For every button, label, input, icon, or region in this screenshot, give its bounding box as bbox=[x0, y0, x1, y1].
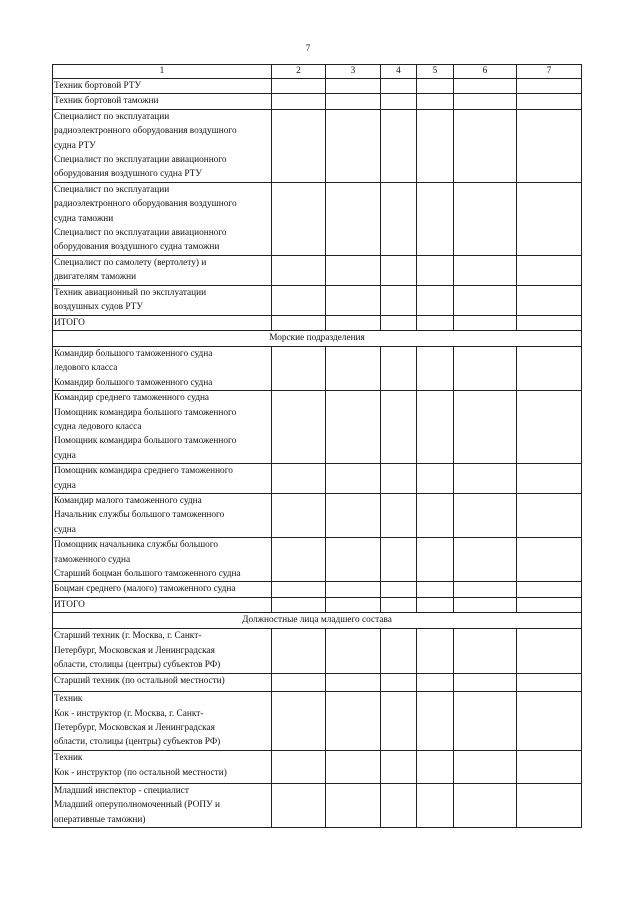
value-cell[interactable] bbox=[381, 109, 417, 182]
value-cell[interactable] bbox=[381, 391, 417, 464]
position-title-cell bbox=[53, 674, 272, 692]
value-cell[interactable] bbox=[454, 182, 517, 255]
position-title-line: области, столицы (центры) субъектов РФ) bbox=[54, 737, 221, 748]
value-cell[interactable] bbox=[326, 692, 381, 751]
value-cell[interactable] bbox=[454, 79, 517, 94]
value-cell[interactable] bbox=[381, 582, 417, 597]
position-title-line: двигателям таможни bbox=[54, 272, 137, 283]
position-title-cell bbox=[53, 109, 272, 182]
position-title-line: Специалист по эксплуатации авиационного bbox=[54, 155, 227, 166]
position-title-line: Боцман среднего (малого) таможенного судна bbox=[54, 584, 236, 595]
table-row bbox=[53, 182, 582, 255]
column-header: 7 bbox=[517, 65, 582, 79]
value-cell[interactable] bbox=[417, 464, 454, 494]
value-cell[interactable] bbox=[417, 692, 454, 751]
position-title-cell bbox=[53, 346, 272, 390]
position-title-line: Командир малого таможенного судна bbox=[54, 495, 202, 506]
table-row bbox=[53, 783, 582, 827]
value-cell[interactable] bbox=[326, 255, 381, 285]
value-cell[interactable] bbox=[517, 629, 582, 674]
value-cell[interactable] bbox=[517, 391, 582, 464]
position-title-cell bbox=[53, 493, 272, 537]
position-title-cell bbox=[53, 94, 272, 109]
value-cell[interactable] bbox=[517, 346, 582, 390]
value-cell[interactable] bbox=[454, 538, 517, 582]
value-cell[interactable] bbox=[272, 597, 326, 612]
position-title-line: Командир среднего таможенного судна bbox=[54, 393, 210, 404]
value-cell[interactable] bbox=[417, 285, 454, 315]
position-title-line: Техник бортовой РТУ bbox=[54, 81, 142, 91]
column-header: 3 bbox=[326, 65, 381, 79]
value-cell[interactable] bbox=[417, 109, 454, 182]
value-cell[interactable] bbox=[454, 582, 517, 597]
value-cell[interactable] bbox=[272, 692, 326, 751]
staff-table bbox=[52, 64, 582, 828]
value-cell[interactable] bbox=[517, 79, 582, 94]
position-title-cell bbox=[53, 464, 272, 494]
table-row bbox=[53, 538, 582, 582]
section-title: Должностные лица младшего состава bbox=[53, 613, 582, 629]
value-cell[interactable] bbox=[381, 493, 417, 537]
position-title-line: Кок - инструктор (г. Москва, г. Санкт- bbox=[54, 708, 204, 719]
value-cell[interactable] bbox=[454, 597, 517, 612]
value-cell[interactable] bbox=[326, 391, 381, 464]
value-cell[interactable] bbox=[417, 597, 454, 612]
value-cell[interactable] bbox=[454, 629, 517, 674]
position-title-cell bbox=[53, 315, 272, 330]
position-title-cell bbox=[53, 391, 272, 464]
position-title-line: Техник авиационный по эксплуатации bbox=[54, 287, 207, 298]
value-cell[interactable] bbox=[454, 346, 517, 390]
position-title-line: Помощник начальника службы большого bbox=[54, 540, 219, 551]
position-title-line: радиоэлектронного оборудования воздушного bbox=[54, 126, 237, 137]
position-title-line: Командир большого таможенного судна bbox=[54, 348, 213, 359]
value-cell[interactable] bbox=[381, 783, 417, 827]
column-header: 2 bbox=[272, 65, 326, 79]
position-title-cell bbox=[53, 692, 272, 751]
value-cell[interactable] bbox=[454, 464, 517, 494]
table-row bbox=[53, 285, 582, 315]
value-cell[interactable] bbox=[272, 315, 326, 330]
position-title-line: области, столицы (центры) субъектов РФ) bbox=[54, 660, 221, 671]
position-title-line: Техник бортовой таможни bbox=[54, 96, 159, 107]
position-title-line: Командир большого таможенного судна bbox=[54, 377, 213, 388]
position-title-line: Техник bbox=[54, 752, 83, 763]
position-title-line: Старший техник (по остальной местности) bbox=[54, 676, 225, 687]
position-title-line: таможенного судна bbox=[54, 554, 131, 565]
position-title-line: Старший боцман большого таможенного судна bbox=[54, 569, 241, 579]
value-cell[interactable] bbox=[326, 79, 381, 94]
position-title-line: оперативные таможни) bbox=[54, 814, 146, 825]
table-row bbox=[53, 391, 582, 464]
position-title-line: Кок - инструктор (по остальной местности) bbox=[54, 768, 227, 779]
value-cell[interactable] bbox=[417, 315, 454, 330]
position-title-line: Специалист по эксплуатации bbox=[54, 111, 170, 122]
position-title-cell bbox=[53, 79, 272, 94]
column-header: 1 bbox=[53, 65, 272, 79]
value-cell[interactable] bbox=[326, 538, 381, 582]
column-header: 5 bbox=[417, 65, 454, 79]
section-row bbox=[53, 613, 582, 629]
position-title-line: Петербург, Московская и Ленинградская bbox=[54, 723, 215, 734]
value-cell[interactable] bbox=[417, 629, 454, 674]
value-cell[interactable] bbox=[272, 464, 326, 494]
position-title-line: Петербург, Московская и Ленинградская bbox=[54, 645, 215, 656]
position-title-cell bbox=[53, 182, 272, 255]
value-cell[interactable] bbox=[381, 79, 417, 94]
value-cell[interactable] bbox=[381, 692, 417, 751]
position-title-line: судна bbox=[54, 450, 76, 461]
position-title-line: Старший техник (г. Москва, г. Санкт- bbox=[54, 631, 202, 642]
value-cell[interactable] bbox=[517, 315, 582, 330]
column-header-row bbox=[53, 65, 582, 79]
value-cell[interactable] bbox=[326, 750, 381, 783]
value-cell[interactable] bbox=[454, 783, 517, 827]
value-cell[interactable] bbox=[326, 783, 381, 827]
value-cell[interactable] bbox=[517, 285, 582, 315]
value-cell[interactable] bbox=[454, 315, 517, 330]
value-cell[interactable] bbox=[381, 538, 417, 582]
table-row bbox=[53, 464, 582, 494]
position-title-cell bbox=[53, 538, 272, 582]
position-title-line: судна bbox=[54, 480, 76, 491]
value-cell[interactable] bbox=[517, 538, 582, 582]
value-cell[interactable] bbox=[517, 94, 582, 109]
value-cell[interactable] bbox=[454, 750, 517, 783]
value-cell[interactable] bbox=[326, 582, 381, 597]
value-cell[interactable] bbox=[272, 538, 326, 582]
table-row bbox=[53, 346, 582, 390]
value-cell[interactable] bbox=[272, 94, 326, 109]
table-row bbox=[53, 94, 582, 109]
position-title-line: Специалист по эксплуатации авиационного bbox=[54, 228, 227, 239]
value-cell[interactable] bbox=[381, 464, 417, 494]
position-title-line: судна bbox=[54, 524, 76, 535]
value-cell[interactable] bbox=[517, 692, 582, 751]
position-title-line: Помощник командира большого таможенного bbox=[54, 407, 237, 418]
value-cell[interactable] bbox=[381, 346, 417, 390]
position-title-line: Младший оперуполномоченный (РОПУ и bbox=[54, 800, 220, 811]
value-cell[interactable] bbox=[417, 391, 454, 464]
value-cell[interactable] bbox=[272, 79, 326, 94]
position-title-cell bbox=[53, 285, 272, 315]
value-cell[interactable] bbox=[272, 629, 326, 674]
value-cell[interactable] bbox=[417, 538, 454, 582]
value-cell[interactable] bbox=[381, 285, 417, 315]
position-title-line: ледового класса bbox=[54, 363, 118, 374]
value-cell[interactable] bbox=[272, 346, 326, 390]
value-cell[interactable] bbox=[454, 692, 517, 751]
position-title-line: оборудования воздушного судна таможни bbox=[54, 242, 220, 253]
value-cell[interactable] bbox=[381, 629, 417, 674]
value-cell[interactable] bbox=[381, 750, 417, 783]
section-title: Морские подразделения bbox=[53, 330, 582, 346]
column-header: 4 bbox=[381, 65, 417, 79]
value-cell[interactable] bbox=[272, 109, 326, 182]
value-cell[interactable] bbox=[517, 464, 582, 494]
value-cell[interactable] bbox=[326, 285, 381, 315]
value-cell[interactable] bbox=[381, 182, 417, 255]
table-row bbox=[53, 493, 582, 537]
value-cell[interactable] bbox=[326, 464, 381, 494]
value-cell[interactable] bbox=[326, 346, 381, 390]
table-row bbox=[53, 597, 582, 612]
value-cell[interactable] bbox=[454, 674, 517, 692]
value-cell[interactable] bbox=[326, 94, 381, 109]
value-cell[interactable] bbox=[417, 255, 454, 285]
table-row bbox=[53, 255, 582, 285]
value-cell[interactable] bbox=[381, 674, 417, 692]
position-title-line: Начальник службы большого таможенного bbox=[54, 510, 225, 521]
value-cell[interactable] bbox=[326, 315, 381, 330]
value-cell[interactable] bbox=[272, 255, 326, 285]
value-cell[interactable] bbox=[381, 94, 417, 109]
position-title-line: ИТОГО bbox=[54, 599, 85, 610]
value-cell[interactable] bbox=[417, 674, 454, 692]
value-cell[interactable] bbox=[517, 582, 582, 597]
value-cell[interactable] bbox=[454, 94, 517, 109]
position-title-line: Помощник командира среднего таможенного bbox=[54, 466, 233, 477]
column-header: 6 bbox=[454, 65, 517, 79]
value-cell[interactable] bbox=[272, 285, 326, 315]
table-row bbox=[53, 315, 582, 330]
position-title-line: радиоэлектронного оборудования воздушного bbox=[54, 199, 237, 210]
position-title-cell bbox=[53, 629, 272, 674]
value-cell[interactable] bbox=[326, 493, 381, 537]
value-cell[interactable] bbox=[381, 255, 417, 285]
value-cell[interactable] bbox=[454, 109, 517, 182]
value-cell[interactable] bbox=[381, 597, 417, 612]
value-cell[interactable] bbox=[417, 783, 454, 827]
value-cell[interactable] bbox=[381, 315, 417, 330]
value-cell[interactable] bbox=[517, 597, 582, 612]
value-cell[interactable] bbox=[272, 750, 326, 783]
value-cell[interactable] bbox=[272, 182, 326, 255]
position-title-cell bbox=[53, 582, 272, 597]
staff-table-body bbox=[53, 65, 582, 828]
value-cell[interactable] bbox=[326, 629, 381, 674]
position-title-line: судна РТУ bbox=[54, 140, 96, 151]
position-title-cell bbox=[53, 750, 272, 783]
value-cell[interactable] bbox=[417, 750, 454, 783]
value-cell[interactable] bbox=[272, 674, 326, 692]
value-cell[interactable] bbox=[272, 783, 326, 827]
position-title-line: Младший инспектор - специалист bbox=[54, 785, 189, 796]
value-cell[interactable] bbox=[272, 391, 326, 464]
value-cell[interactable] bbox=[517, 783, 582, 827]
value-cell[interactable] bbox=[417, 94, 454, 109]
value-cell[interactable] bbox=[326, 674, 381, 692]
position-title-cell bbox=[53, 597, 272, 612]
position-title-line: судна таможни bbox=[54, 213, 114, 224]
table-row bbox=[53, 582, 582, 597]
value-cell[interactable] bbox=[454, 493, 517, 537]
page-number: 7 bbox=[305, 43, 311, 53]
table-row bbox=[53, 79, 582, 94]
value-cell[interactable] bbox=[417, 493, 454, 537]
position-title-line: Помощник командира большого таможенного bbox=[54, 436, 237, 447]
position-title-line: судна ледового класса bbox=[54, 421, 142, 432]
value-cell[interactable] bbox=[454, 285, 517, 315]
value-cell[interactable] bbox=[517, 750, 582, 783]
position-title-line: ИТОГО bbox=[54, 317, 85, 328]
value-cell[interactable] bbox=[517, 255, 582, 285]
value-cell[interactable] bbox=[272, 582, 326, 597]
value-cell[interactable] bbox=[517, 182, 582, 255]
table-row bbox=[53, 692, 582, 751]
table-row bbox=[53, 109, 582, 182]
position-title-cell bbox=[53, 255, 272, 285]
value-cell[interactable] bbox=[417, 79, 454, 94]
position-title-line: Специалист по эксплуатации bbox=[54, 184, 170, 195]
value-cell[interactable] bbox=[517, 493, 582, 537]
section-row bbox=[53, 330, 582, 346]
position-title-line: оборудования воздушного судна РТУ bbox=[54, 169, 202, 180]
value-cell[interactable] bbox=[454, 391, 517, 464]
value-cell[interactable] bbox=[326, 182, 381, 255]
value-cell[interactable] bbox=[417, 582, 454, 597]
position-title-line: Техник bbox=[54, 694, 83, 705]
value-cell[interactable] bbox=[326, 597, 381, 612]
position-title-line: Специалист по самолету (вертолету) и bbox=[54, 257, 207, 268]
table-row bbox=[53, 674, 582, 692]
table-row bbox=[53, 750, 582, 783]
value-cell[interactable] bbox=[326, 109, 381, 182]
value-cell[interactable] bbox=[272, 493, 326, 537]
value-cell[interactable] bbox=[454, 255, 517, 285]
table-row bbox=[53, 629, 582, 674]
value-cell[interactable] bbox=[517, 674, 582, 692]
position-title-cell bbox=[53, 783, 272, 827]
position-title-line: воздушных судов РТУ bbox=[54, 302, 143, 313]
value-cell[interactable] bbox=[417, 346, 454, 390]
value-cell[interactable] bbox=[517, 109, 582, 182]
value-cell[interactable] bbox=[417, 182, 454, 255]
